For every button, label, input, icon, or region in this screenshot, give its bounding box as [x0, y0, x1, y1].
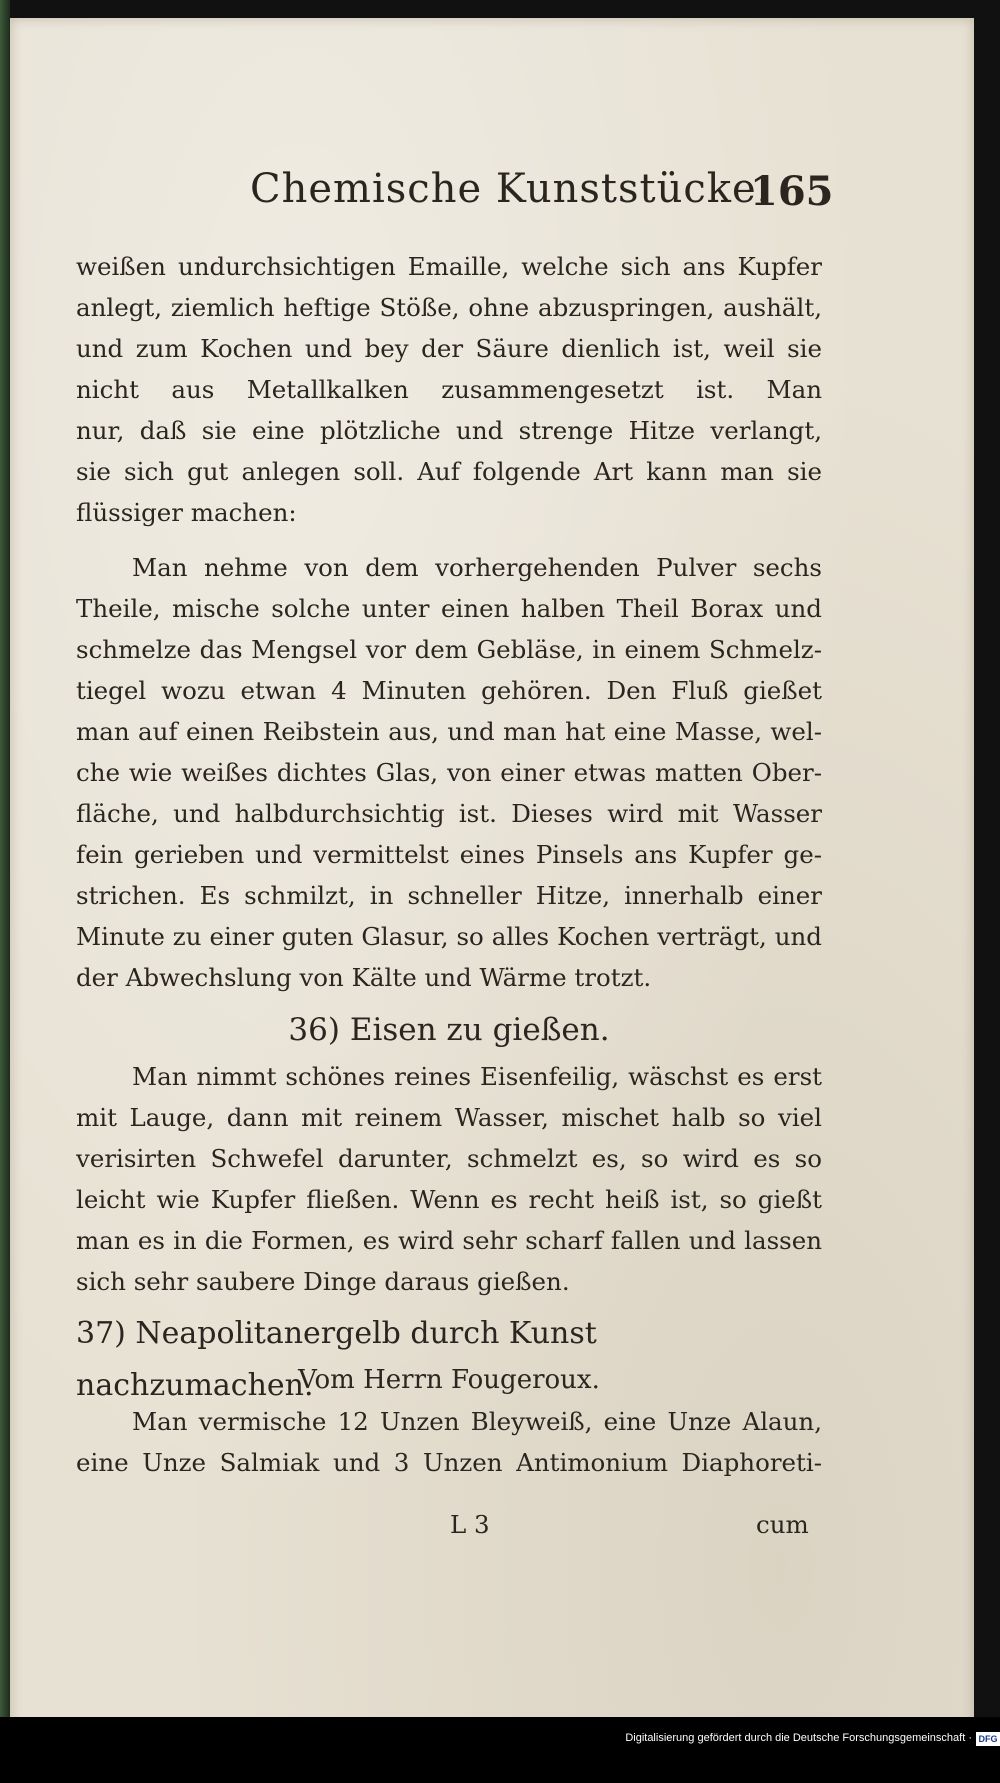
paragraph — [76, 1056, 822, 1302]
text-line: sie sich gut anlegen soll. Auf folgende Art kann man sie — [76, 457, 822, 486]
text-line: Minute zu einer guten Glasur, so alles Kochen verträgt, und — [76, 922, 822, 951]
paragraph — [76, 547, 822, 998]
text-line: der Abwechslung von Kälte und Wärme trotzt. — [76, 963, 652, 992]
text-line: tiegel wozu etwan 4 Minuten gehören. Den Fluß gießet — [76, 676, 822, 705]
text-line: mit Lauge, dann mit reinem Wasser, mischet halb so viel — [76, 1103, 822, 1132]
text-line: strichen. Es schmilzt, in schneller Hitze, innerhalb einer — [76, 881, 822, 910]
text-line: Man vermische 12 Unzen Bleyweiß, eine Unze Alaun, — [132, 1407, 822, 1436]
text-line: und zum Kochen und bey der Säure dienlich ist, weil sie — [76, 334, 822, 363]
text-line: anlegt, ziemlich heftige Stöße, ohne abzuspringen, aushält, — [76, 293, 822, 322]
text-line: Theile, mische solche unter einen halben Theil Borax und — [76, 594, 822, 623]
running-title: Chemische Kunststücke. — [250, 166, 771, 212]
text-line: flüssiger machen: — [76, 498, 297, 527]
text-line: nicht aus Metallkalken zusammengesetzt ist. Man — [76, 375, 822, 404]
credit-bar — [0, 1717, 1000, 1750]
text-line: Man nimmt schönes reines Eisenfeilig, wäschst es erst — [132, 1062, 822, 1091]
book-cover-edge — [0, 0, 10, 1750]
signature-mark: L 3 — [450, 1510, 490, 1539]
text-line: schmelze das Mengsel vor dem Gebläse, in einem Schmelz- — [76, 635, 822, 664]
body-text — [76, 246, 822, 1483]
dfg-logo-icon: DFG — [976, 1732, 1000, 1746]
page-number: 165 — [750, 168, 834, 215]
text-line: nur, daß sie eine plötzliche und strenge Hitze verlangt, — [76, 416, 822, 445]
book-page — [10, 18, 974, 1740]
text-line: Man nehme von dem vorhergehenden Pulver sechs — [132, 553, 822, 582]
section-heading: 36) Eisen zu gießen. — [288, 1012, 610, 1048]
text-line: sich sehr saubere Dinge daraus gießen. — [76, 1267, 570, 1296]
text-line: fein gerieben und vermittelst eines Pinsels ans Kupfer ge- — [76, 840, 822, 869]
paragraph — [76, 1401, 822, 1483]
page-footer — [10, 1510, 974, 1551]
text-line: weißen undurchsichtigen Emaille, welche sich ans Kupfer — [76, 252, 822, 281]
text-line: leicht wie Kupfer fließen. Wenn es recht heiß ist, so gießt — [76, 1185, 822, 1214]
text-line: eine Unze Salmiak und 3 Unzen Antimonium Diaphoreti- — [76, 1448, 822, 1477]
page-header — [10, 166, 974, 226]
catchword: cum — [756, 1510, 809, 1539]
text-line: che wie weißes dichtes Glas, von einer etwas matten Ober- — [76, 758, 822, 787]
text-line: man auf einen Reibstein aus, und man hat eine Masse, wel- — [76, 717, 822, 746]
text-line: man es in die Formen, es wird sehr scharf fallen und lassen — [76, 1226, 822, 1255]
text-line: verisirten Schwefel darunter, schmelzt es, so wird es so — [76, 1144, 822, 1173]
section-subheading: Vom Herrn Fougeroux. — [298, 1365, 600, 1395]
section-heading: 37) Neapolitanergelb durch Kunst nachzumachen. — [76, 1316, 597, 1403]
text-line: fläche, und halbdurchsichtig ist. Dieses wird mit Wasser — [76, 799, 822, 828]
credit-text: Digitalisierung gefördert durch die Deutsche Forschungsgemeinschaft · — [625, 1732, 972, 1744]
paragraph — [76, 246, 822, 533]
